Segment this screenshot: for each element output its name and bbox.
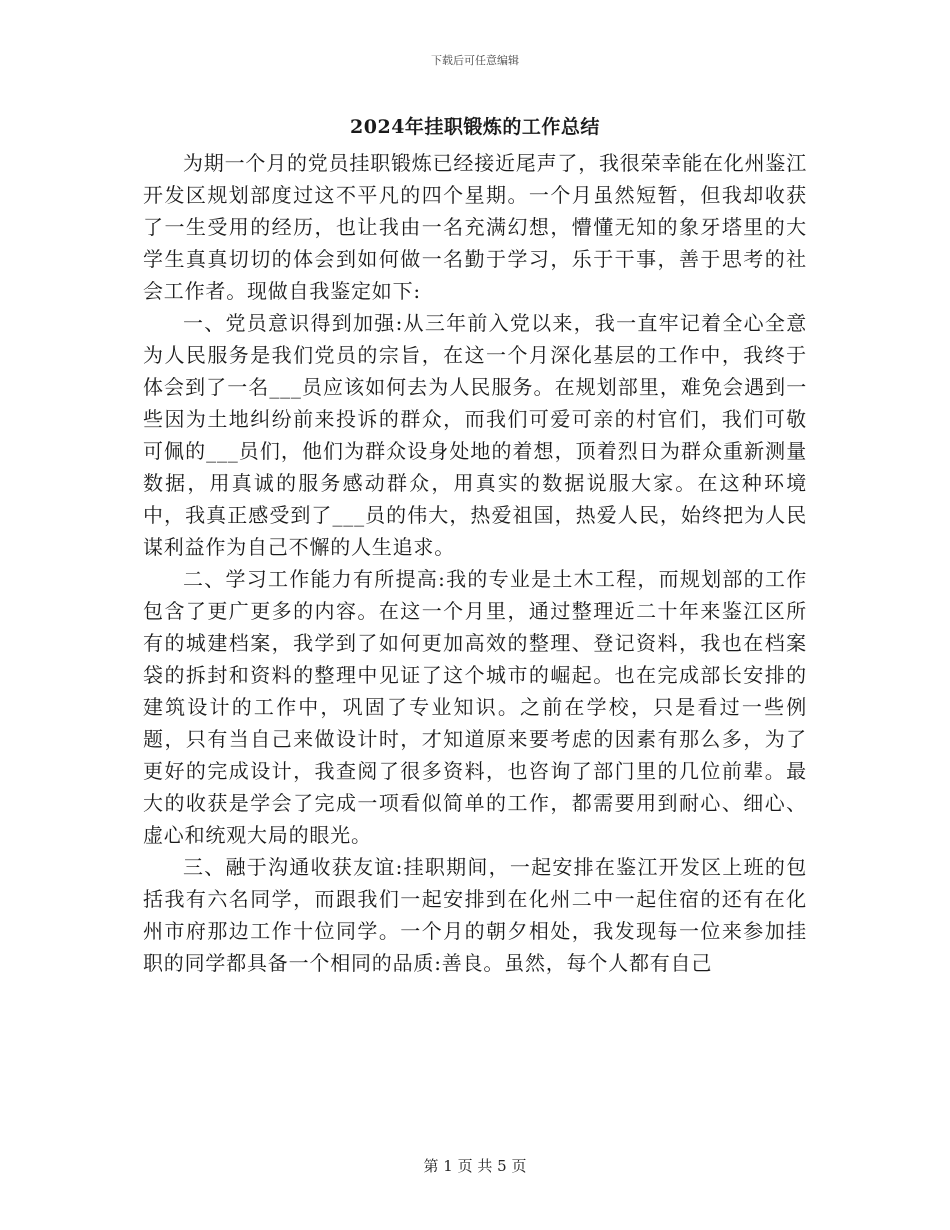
paragraph-section-2: 二、学习工作能力有所提高:我的专业是土木工程，而规划部的工作包含了更广更多的内容。在这一个月里，通过整理近二十年来鉴江区所有的城建档案，我学到了如何更加高效的整理、登记资料，我也在档案袋的拆封和资料的整理中见证了这个城市的崛起。也在完成部长安排的建筑设计的工作中，巩固了专业知识。之前在学校，只是看过一些例题，只有当自己来做设计时，才知道原来要考虑的因素有那么多，为了更好的完成设计，我查阅了很多资料，也咨询了部门里的几位前辈。最大的收获是学会了完成一项看似简单的工作，都需要用到耐心、细心、虚心和统观大局的眼光。: [143, 567, 807, 847]
document-title: 2024年挂职锻炼的工作总结: [350, 116, 600, 138]
page-number: 第 1 页 共 5 页: [423, 1157, 527, 1175]
page-header-note: 下载后可任意编辑: [431, 54, 519, 67]
paragraph-intro: 为期一个月的党员挂职锻炼已经接近尾声了，我很荣幸能在化州鉴江开发区规划部度过这不平凡的四个星期。一个月虽然短暂，但我却收获了一生受用的经历，也让我由一名充满幻想，懵懂无知的象牙塔里的大学生真真切切的体会到如何做一名勤于学习，乐于干事，善于思考的社会工作者。现做自我鉴定如下:: [143, 151, 807, 303]
document-body: [143, 147, 807, 979]
paragraph-section-3: 三、融于沟通收获友谊:挂职期间，一起安排在鉴江开发区上班的包括我有六名同学，而跟我们一起安排到在化州二中一起住宿的还有在化州市府那边工作十位同学。一个月的朝夕相处，我发现每一位来参加挂职的同学都具备一个相同的品质:善良。虽然，每个人都有自己: [143, 855, 807, 975]
paragraph-section-1: 一、党员意识得到加强:从三年前入党以来，我一直牢记着全心全意为人民服务是我们党员的宗旨，在这一个月深化基层的工作中，我终于体会到了一名___员应该如何去为人民服务。在规划部里，难免会遇到一些因为土地纠纷前来投诉的群众，而我们可爱可亲的村官们，我们可敬可佩的___员们，他们为群众设身处地的着想，顶着烈日为群众重新测量数据，用真诚的服务感动群众，用真实的数据说服大家。在这种环境中，我真正感受到了___员的伟大，热爱祖国，热爱人民，始终把为人民谋利益作为自己不懈的人生追求。: [143, 311, 807, 559]
